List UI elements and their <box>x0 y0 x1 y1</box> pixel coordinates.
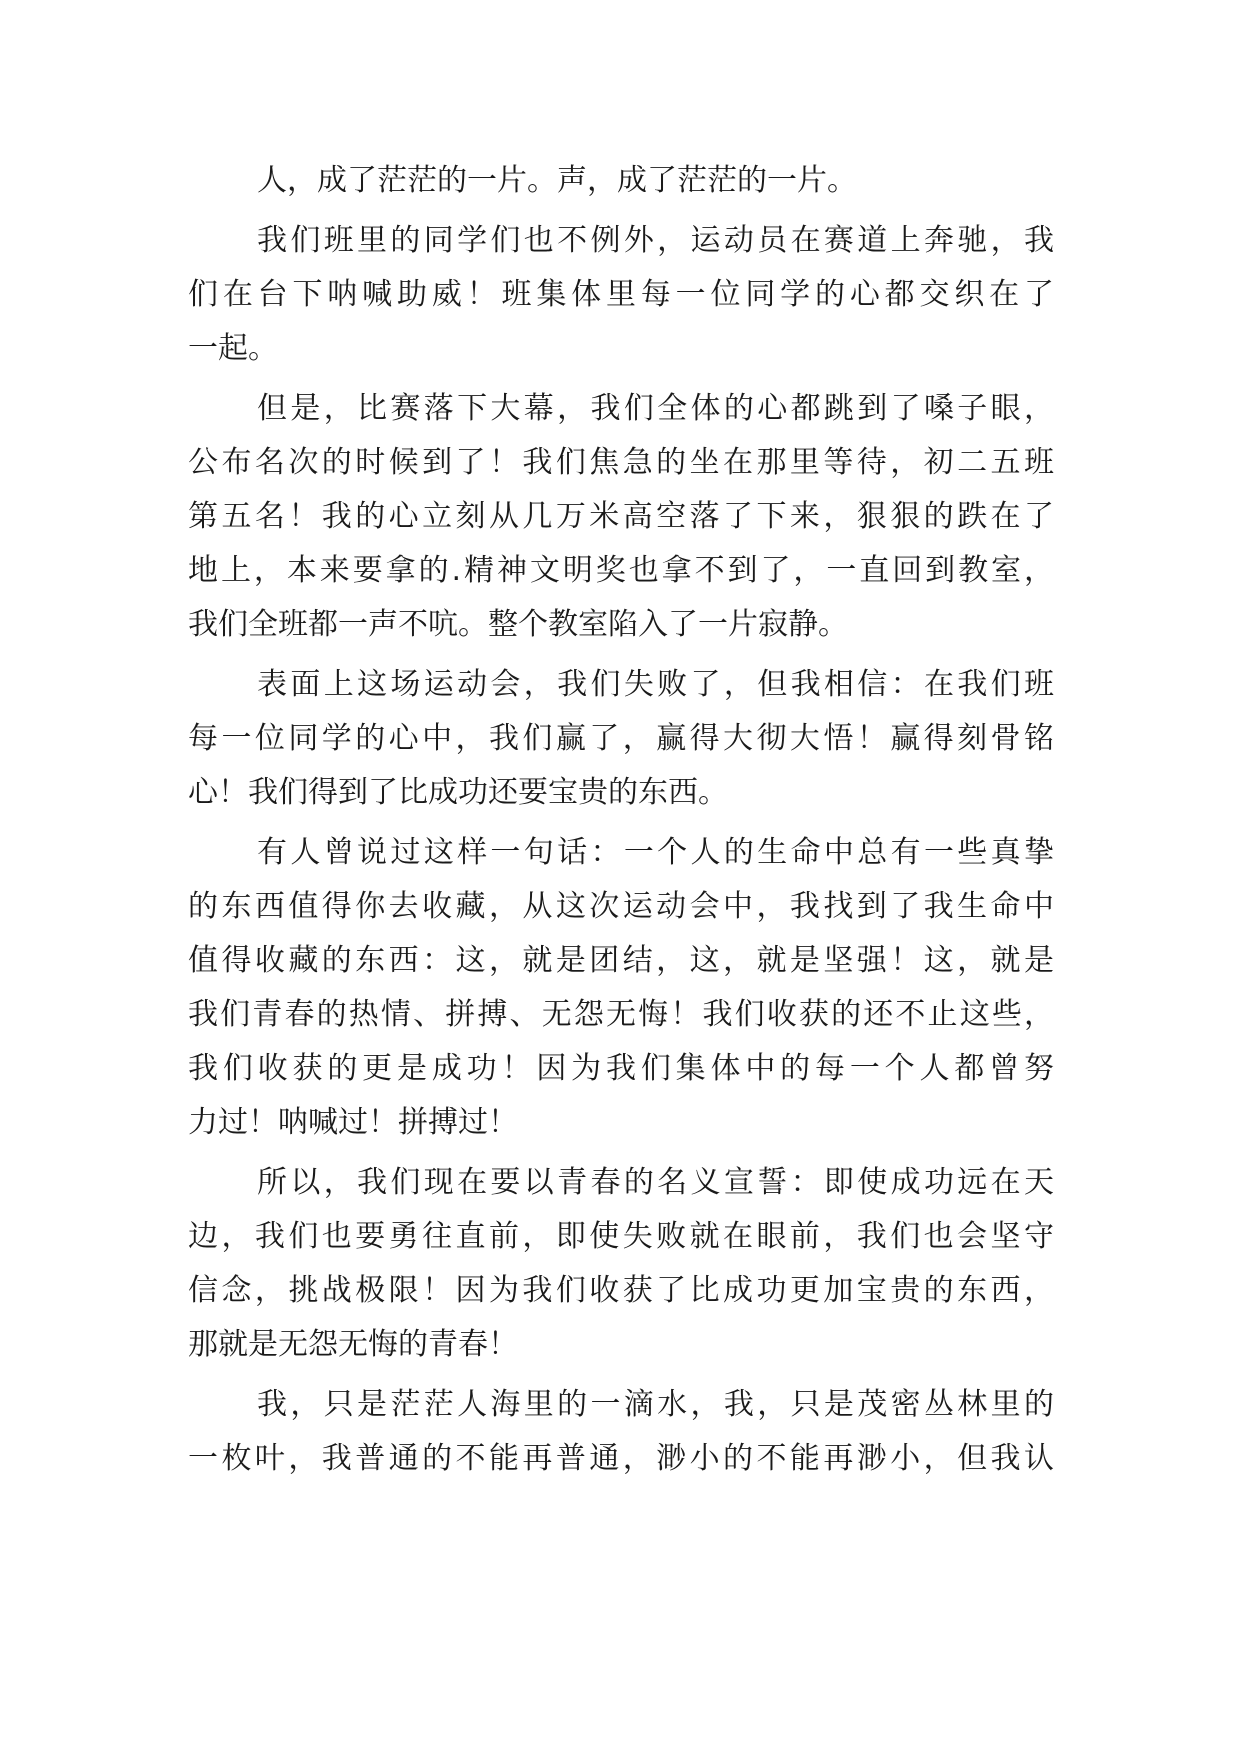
paragraph <box>188 1378 1054 1486</box>
text-line: 我们收获的更是成功！因为我们集体中的每一个人都曾努 <box>188 1051 1054 1086</box>
text-line: 人，成了茫茫的一片。声，成了茫茫的一片。 <box>257 163 857 198</box>
text-line: 值得收藏的东西：这，就是团结，这，就是坚强！这，就是 <box>188 943 1054 978</box>
text-line: 有人曾说过这样一句话：一个人的生命中总有一些真挚 <box>257 835 1054 870</box>
paragraph <box>188 1156 1054 1372</box>
text-line: 的东西值得你去收藏，从这次运动会中，我找到了我生命中 <box>188 889 1054 924</box>
paragraph <box>188 658 1054 820</box>
text-line: 们在台下呐喊助威！班集体里每一位同学的心都交织在了 <box>188 277 1054 312</box>
text-line: 第五名！我的心立刻从几万米高空落了下来，狠狠的跌在了 <box>188 499 1054 534</box>
paragraph <box>188 382 1054 652</box>
text-line: 一起。 <box>188 331 278 366</box>
text-line: 表面上这场运动会，我们失败了，但我相信：在我们班 <box>257 667 1054 702</box>
text-line: 信念，挑战极限！因为我们收获了比成功更加宝贵的东西， <box>188 1273 1054 1308</box>
text-line: 力过！呐喊过！拼搏过！ <box>188 1105 518 1140</box>
paragraph <box>188 826 1054 1150</box>
document-body <box>188 154 1054 1486</box>
text-line: 我，只是茫茫人海里的一滴水，我，只是茂密丛林里的 <box>257 1387 1054 1422</box>
text-line: 我们全班都一声不吭。整个教室陷入了一片寂静。 <box>188 607 848 642</box>
text-line: 我们班里的同学们也不例外，运动员在赛道上奔驰，我 <box>257 223 1054 258</box>
text-line: 我们青春的热情、拼搏、无怨无悔！我们收获的还不止这些， <box>188 997 1054 1032</box>
text-line: 所以，我们现在要以青春的名义宣誓：即使成功远在天 <box>257 1165 1054 1200</box>
text-line: 公布名次的时候到了！我们焦急的坐在那里等待，初二五班 <box>188 445 1054 480</box>
text-line: 边，我们也要勇往直前，即使失败就在眼前，我们也会坚守 <box>188 1219 1054 1254</box>
text-line: 一枚叶，我普通的不能再普通，渺小的不能再渺小，但我认 <box>188 1441 1054 1476</box>
text-line: 心！我们得到了比成功还要宝贵的东西。 <box>188 775 728 810</box>
text-line: 每一位同学的心中，我们赢了，赢得大彻大悟！赢得刻骨铭 <box>188 721 1054 756</box>
paragraph <box>188 214 1054 376</box>
text-line: 那就是无怨无悔的青春！ <box>188 1327 518 1362</box>
text-line: 地上，本来要拿的.精神文明奖也拿不到了，一直回到教室， <box>188 553 1054 588</box>
paragraph <box>188 154 1054 208</box>
text-line: 但是，比赛落下大幕，我们全体的心都跳到了嗓子眼， <box>257 391 1054 426</box>
